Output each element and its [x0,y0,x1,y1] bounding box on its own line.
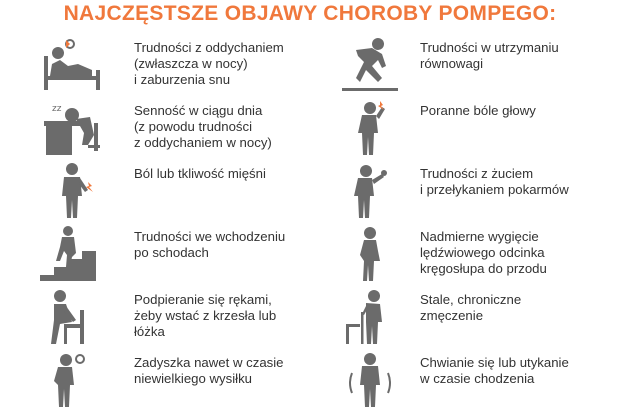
headache-icon [336,99,406,157]
person-with-cane-icon [336,288,406,346]
symptom-item [336,162,620,225]
symptom-item [38,351,338,414]
symptom-item [38,288,338,351]
symptom-text: Trudności w utrzymaniu równowagi [420,40,559,71]
left-symptom-column [38,36,338,414]
symptom-item [336,288,620,351]
standing-from-chair-icon [38,288,108,346]
right-symptom-column [336,36,620,414]
symptom-item [38,99,338,162]
symptom-text: Poranne bóle głowy [420,103,536,118]
curved-spine-icon [336,225,406,283]
wobbling-walk-icon [336,351,406,409]
symptom-text: Zadyszka nawet w czasie niewielkiego wysiłku [134,355,284,386]
symptom-item [38,162,338,225]
svg-text:zz: zz [52,104,62,114]
symptom-text: Chwianie się lub utykanie w czasie chodzenia [420,355,569,386]
muscle-pain-icon [38,162,108,220]
page-title: NAJCZĘSTSZE OBJAWY CHOROBY POMPEGO: [63,2,557,25]
symptom-text: Stale, chroniczne zmęczenie [420,292,522,323]
symptom-item [336,225,620,288]
person-falling-icon [336,36,406,94]
symptom-item [336,99,620,162]
symptom-text: Nadmierne wygięcie lędźwiowego odcinka kręgosłupa do przodu [420,229,547,276]
symptom-item [38,36,338,99]
symptom-item [336,36,620,99]
sleeping-at-desk-icon [38,99,108,157]
symptom-text: Trudności z żuciem i przełykaniem pokarmów [420,166,569,197]
swallowing-difficulty-icon [336,162,406,220]
climbing-stairs-icon [38,225,108,283]
symptom-item [38,225,338,288]
symptom-text: Trudności z oddychaniem (zwłaszcza w nocy) i zaburzenia snu [134,40,284,87]
symptom-text: Senność w ciągu dnia (z powodu trudności z oddychaniem w nocy) [134,103,272,150]
symptom-item [336,351,620,414]
symptom-text: Ból lub tkliwość mięśni [134,166,266,181]
symptom-text: Podpieranie się rękami, żeby wstać z krzesła lub łóżka [134,292,277,339]
out-of-breath-icon [38,351,108,409]
person-lying-in-bed-icon [38,36,108,94]
symptom-text: Trudności we wchodzeniu po schodach [134,229,286,260]
